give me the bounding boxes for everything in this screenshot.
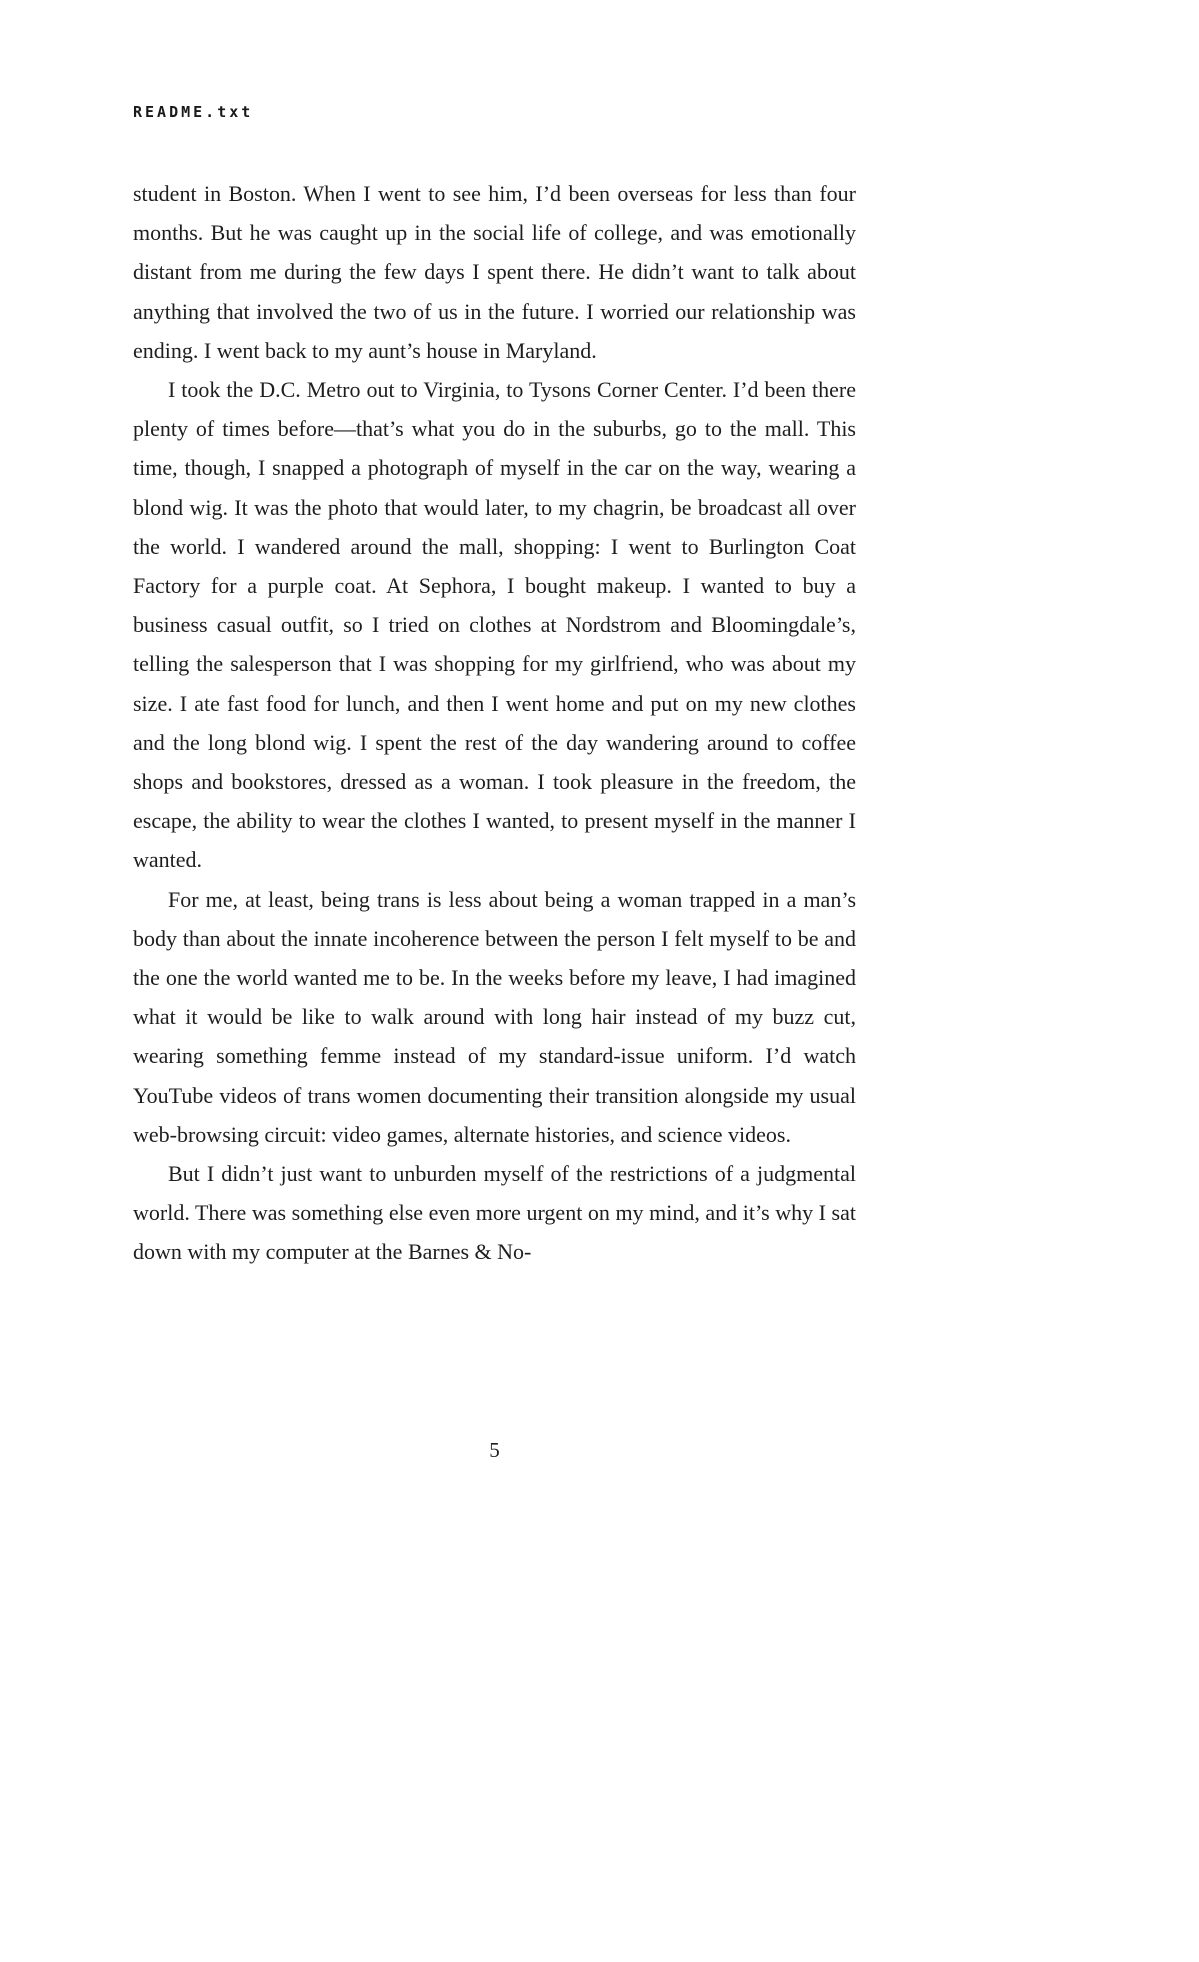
- paragraph: For me, at least, being trans is less about being a woman trapped in a man’s body than about the innate incoherence between the person I felt myself to be and the one the world wanted me to be. In the weeks before my leave, I had imagined what it would be like to walk around with long hair instead of my buzz cut, wearing something femme instead of my standard-issue uniform. I’d watch YouTube videos of trans women documenting their transition alongside my usual web-browsing circuit: video games, alternate histories, and science videos.: [133, 886, 856, 1147]
- paragraph: But I didn’t just want to unburden myself of the restrictions of a judgmental world. There was something else even more urgent on my mind, and it’s why I sat down with my computer at the Barnes & No-: [133, 1161, 856, 1265]
- body-text: [133, 174, 856, 1272]
- paragraph: I took the D.C. Metro out to Virginia, to Tysons Corner Center. I’d been there plenty of times before—that’s what you do in the suburbs, go to the mall. This time, though, I snapped a photograph of myself in the car on the way, wearing a blond wig. It was the photo that would later, to my chagrin, be broadcast all over the world. I wandered around the mall, shopping: I went to Burlington Coat Factory for a purple coat. At Sephora, I bought makeup. I wanted to buy a business casual outfit, so I tried on clothes at Nordstrom and Bloomingdale’s, telling the salesperson that I was shopping for my girlfriend, who was about my size. I ate fast food for lunch, and then I went home and put on my new clothes and the long blond wig. I spent the rest of the day wandering around to coffee shops and bookstores, dressed as a woman. I took pleasure in the freedom, the escape, the ability to wear the clothes I wanted, to present myself in the manner I wanted.: [133, 377, 856, 873]
- running-header: README.txt: [133, 103, 254, 121]
- page-number: 5: [489, 1438, 500, 1462]
- paragraph-continuation: student in Boston. When I went to see him, I’d been overseas for less than four months. But he was caught up in the social life of college, and was emotionally distant from me during the few days I spent there. He didn’t want to talk about anything that involved the two of us in the future. I worried our relationship was ending. I went back to my aunt’s house in Maryland.: [133, 181, 856, 363]
